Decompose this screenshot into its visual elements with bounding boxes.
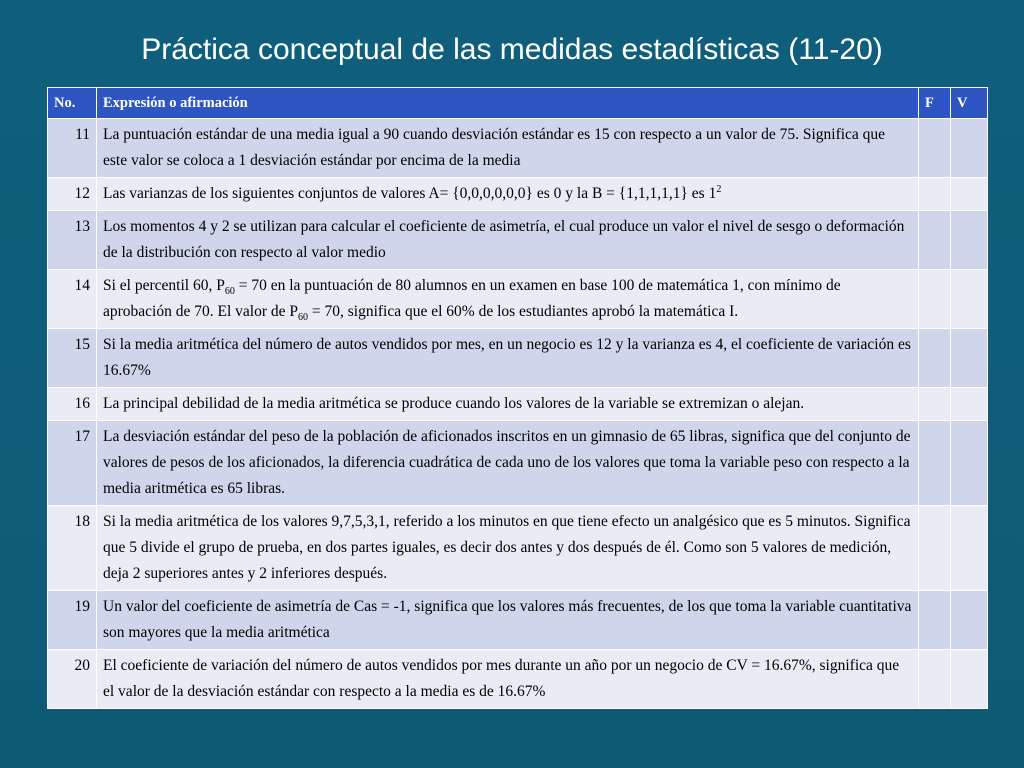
true-answer-cell[interactable] (951, 388, 988, 421)
row-number: 16 (48, 388, 97, 421)
row-statement: La desviación estándar del peso de la población de aficionados inscritos en un gimnasio de 65 libras, significa que del conjunto de valores de pesos de los aficionados, la diferencia cuadrática de cada uno de los valores que toma la variable peso con respecto a la media aritmética es 65 libras. (97, 421, 919, 506)
table-row (48, 211, 988, 270)
false-answer-cell[interactable] (919, 119, 951, 178)
row-statement: La puntuación estándar de una media igual a 90 cuando desviación estándar es 15 con respecto a un valor de 75. Significa que este valor se coloca a 1 desviación estándar por encima de la media (97, 119, 919, 178)
false-answer-cell[interactable] (919, 270, 951, 329)
row-statement: Si el percentil 60, $P_{60} = 70$ en la puntuación de 80 alumnos en un examen en base 100 de matemática 1, con mínimo de aprobación de 70. El valor de $P_{60} = 70$, significa que el 60% de los estudiantes aprobó la matemática I. (97, 270, 919, 329)
table-row (48, 506, 988, 591)
true-answer-cell[interactable] (951, 329, 988, 388)
subscript: 60 (224, 286, 235, 298)
table-row (48, 388, 988, 421)
true-answer-cell[interactable] (951, 650, 988, 709)
header-false: F (919, 88, 951, 119)
row-statement: El coeficiente de variación del número de autos vendidos por mes durante un año por un negocio de CV = 16.67%, significa que el valor de la desviación estándar con respecto a la media es de 16.67% (97, 650, 919, 709)
row-number: 17 (48, 421, 97, 506)
true-answer-cell[interactable] (951, 421, 988, 506)
table-row (48, 178, 988, 211)
row-number: 20 (48, 650, 97, 709)
row-statement: Los momentos 4 y 2 se utilizan para calcular el coeficiente de asimetría, el cual produce un valor el nivel de sesgo o deformación de la distribución con respecto al valor medio (97, 211, 919, 270)
false-answer-cell[interactable] (919, 650, 951, 709)
table-header-row (48, 88, 988, 119)
row-statement: Las varianzas de los siguientes conjuntos de valores A= {0,0,0,0,0,0} es 0 y la B = {1,1,1,1,1} es $1^2$ (97, 178, 919, 211)
row-statement: Un valor del coeficiente de asimetría de Cas = -1, significa que los valores más frecuentes, de los que toma la variable cuantitativa son mayores que la media aritmética (97, 591, 919, 650)
table-row (48, 270, 988, 329)
false-answer-cell[interactable] (919, 506, 951, 591)
false-answer-cell[interactable] (919, 211, 951, 270)
header-no: No. (48, 88, 97, 119)
superscript: 2 (716, 183, 722, 195)
statements-table (47, 87, 988, 709)
false-answer-cell[interactable] (919, 329, 951, 388)
header-true: V (951, 88, 988, 119)
subscript: 60 (297, 312, 308, 324)
false-answer-cell[interactable] (919, 591, 951, 650)
row-number: 15 (48, 329, 97, 388)
row-number: 14 (48, 270, 97, 329)
false-answer-cell[interactable] (919, 178, 951, 211)
table-row (48, 421, 988, 506)
slide-title: Práctica conceptual de las medidas estadísticas (11-20) (141, 33, 883, 66)
true-answer-cell[interactable] (951, 178, 988, 211)
false-answer-cell[interactable] (919, 388, 951, 421)
row-number: 18 (48, 506, 97, 591)
row-statement: Si la media aritmética del número de autos vendidos por mes, en un negocio es 12 y la varianza es 4, el coeficiente de variación es 16.67% (97, 329, 919, 388)
table-row (48, 329, 988, 388)
false-answer-cell[interactable] (919, 421, 951, 506)
true-answer-cell[interactable] (951, 270, 988, 329)
row-statement: La principal debilidad de la media aritmética se produce cuando los valores de la variable se extremizan o alejan. (97, 388, 919, 421)
true-answer-cell[interactable] (951, 211, 988, 270)
true-answer-cell[interactable] (951, 506, 988, 591)
true-answer-cell[interactable] (951, 591, 988, 650)
row-statement: Si la media aritmética de los valores 9,7,5,3,1, referido a los minutos en que tiene efecto un analgésico que es 5 minutos. Significa que 5 divide el grupo de prueba, en dos partes iguales, es decir dos antes y dos después de él. Como son 5 valores de medición, deja 2 superiores antes y 2 inferiores después. (97, 506, 919, 591)
row-number: 19 (48, 591, 97, 650)
table-row (48, 591, 988, 650)
row-number: 13 (48, 211, 97, 270)
header-expression: Expresión o afirmación (97, 88, 919, 119)
true-answer-cell[interactable] (951, 119, 988, 178)
row-number: 11 (48, 119, 97, 178)
row-number: 12 (48, 178, 97, 211)
table-row (48, 650, 988, 709)
table-row (48, 119, 988, 178)
